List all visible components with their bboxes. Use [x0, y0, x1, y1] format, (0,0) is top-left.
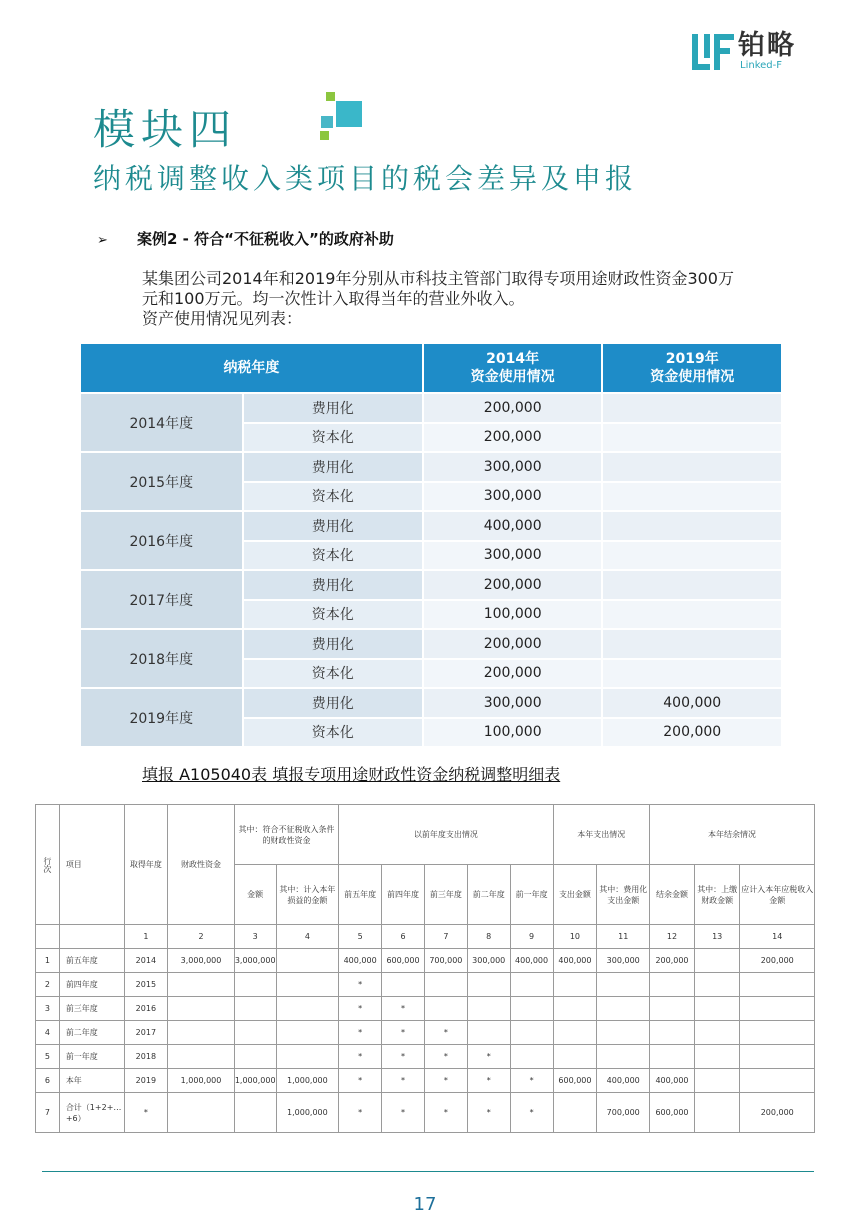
data-cell: * [467, 1093, 510, 1133]
data-cell [168, 997, 235, 1021]
header-row-no: 行次 [36, 805, 60, 925]
tax-year-cell: 2017年度 [80, 570, 243, 629]
row-number: 6 [36, 1069, 60, 1093]
data-cell: 2019 [124, 1069, 168, 1093]
data-cell: * [339, 1069, 382, 1093]
data-cell [276, 1021, 339, 1045]
data-cell [276, 997, 339, 1021]
value-2019-cell [602, 629, 782, 659]
table-row [36, 1069, 815, 1093]
row-item: 前二年度 [59, 1021, 124, 1045]
value-2014-cell: 200,000 [423, 393, 603, 423]
row-item: 前四年度 [59, 973, 124, 997]
data-cell [650, 997, 695, 1021]
column-number: 12 [650, 925, 695, 949]
value-2014-cell: 100,000 [423, 718, 603, 748]
column-number: 3 [234, 925, 276, 949]
value-2014-cell: 200,000 [423, 629, 603, 659]
table-row [36, 949, 815, 973]
module-title: 模块四 [93, 105, 238, 154]
data-cell [382, 973, 425, 997]
row-number: 3 [36, 997, 60, 1021]
usage-kind-cell: 资本化 [243, 482, 423, 512]
row-item: 前五年度 [59, 949, 124, 973]
column-number: 11 [597, 925, 650, 949]
data-cell [553, 997, 597, 1021]
data-cell: * [382, 1045, 425, 1069]
value-2014-cell: 300,000 [423, 688, 603, 718]
data-cell [694, 1045, 740, 1069]
table-row [80, 688, 782, 718]
table-row [36, 973, 815, 997]
row-item: 本年 [59, 1069, 124, 1093]
header-tax-year: 纳税年度 [80, 343, 423, 393]
tax-year-cell: 2015年度 [80, 452, 243, 511]
data-cell: * [382, 1093, 425, 1133]
value-2019-cell [602, 659, 782, 689]
usage-kind-cell: 费用化 [243, 452, 423, 482]
tax-year-cell: 2016年度 [80, 511, 243, 570]
usage-kind-cell: 资本化 [243, 600, 423, 630]
table-row [80, 629, 782, 659]
header-2014 [423, 343, 603, 393]
data-cell: * [124, 1093, 168, 1133]
header-taxable: 应计入本年应税收入金额 [740, 865, 815, 925]
header-balance: 本年结余情况 [650, 805, 815, 865]
usage-kind-cell: 费用化 [243, 688, 423, 718]
data-cell [234, 1093, 276, 1133]
data-cell: 1,000,000 [276, 1069, 339, 1093]
data-cell [553, 1093, 597, 1133]
table-row [36, 1093, 815, 1133]
data-cell: 400,000 [650, 1069, 695, 1093]
row-number: 7 [36, 1093, 60, 1133]
row-number: 4 [36, 1021, 60, 1045]
header-item: 项目 [59, 805, 124, 925]
data-cell [740, 1045, 815, 1069]
case-title: 案例2 - 符合“不征税收入”的政府补助 [137, 230, 394, 248]
intro-line: 资产使用情况见列表： [142, 309, 303, 328]
column-number: 8 [467, 925, 510, 949]
header-p1: 前一年度 [510, 865, 553, 925]
value-2014-cell: 300,000 [423, 452, 603, 482]
data-cell: * [382, 1069, 425, 1093]
data-cell [553, 1045, 597, 1069]
row-number: 1 [36, 949, 60, 973]
data-cell: 2015 [124, 973, 168, 997]
value-2014-cell: 400,000 [423, 511, 603, 541]
data-cell [740, 1021, 815, 1045]
data-cell: 1,000,000 [234, 1069, 276, 1093]
column-number: 1 [124, 925, 168, 949]
data-cell: 700,000 [424, 949, 467, 973]
column-number-row [36, 925, 815, 949]
value-2014-cell: 200,000 [423, 423, 603, 453]
value-2019-cell [602, 511, 782, 541]
data-cell: 600,000 [382, 949, 425, 973]
value-2019-cell [602, 570, 782, 600]
data-cell: * [510, 1069, 553, 1093]
data-cell [694, 1093, 740, 1133]
data-cell [276, 949, 339, 973]
table-row [80, 511, 782, 541]
row-number: 5 [36, 1045, 60, 1069]
row-item: 前三年度 [59, 997, 124, 1021]
data-cell [694, 1021, 740, 1045]
table-row [80, 570, 782, 600]
data-cell: 400,000 [339, 949, 382, 973]
usage-kind-cell: 费用化 [243, 570, 423, 600]
column-number: 7 [424, 925, 467, 949]
data-cell: 400,000 [597, 1069, 650, 1093]
column-number: 6 [382, 925, 425, 949]
logo-mark-icon [692, 34, 734, 70]
data-cell [168, 973, 235, 997]
data-cell: * [339, 973, 382, 997]
data-cell: 2016 [124, 997, 168, 1021]
data-cell [694, 997, 740, 1021]
header-spend: 支出金额 [553, 865, 597, 925]
value-2019-cell [602, 423, 782, 453]
data-cell: * [382, 997, 425, 1021]
value-2014-cell: 300,000 [423, 541, 603, 571]
deco-square-green [326, 92, 335, 101]
blank-cell [36, 925, 60, 949]
tax-year-cell: 2014年度 [80, 393, 243, 452]
row-item: 合计（1+2+…+6） [59, 1093, 124, 1133]
brand-logo [692, 30, 812, 74]
data-cell [694, 973, 740, 997]
column-number: 2 [168, 925, 235, 949]
data-cell: * [339, 1093, 382, 1133]
bullet-arrow-icon: ➢ [97, 233, 108, 248]
data-cell [650, 1045, 695, 1069]
data-cell [276, 973, 339, 997]
table-row [80, 393, 782, 423]
table-header-row [80, 343, 782, 393]
data-cell: 200,000 [740, 949, 815, 973]
blank-cell [59, 925, 124, 949]
data-cell: 2014 [124, 949, 168, 973]
data-cell: 700,000 [597, 1093, 650, 1133]
data-cell: 400,000 [553, 949, 597, 973]
header-current: 本年支出情况 [553, 805, 650, 865]
data-cell: * [467, 1069, 510, 1093]
data-cell [510, 1045, 553, 1069]
data-cell [694, 1069, 740, 1093]
column-number: 9 [510, 925, 553, 949]
data-cell [234, 973, 276, 997]
column-number: 14 [740, 925, 815, 949]
value-2019-cell [602, 541, 782, 571]
data-cell: * [339, 997, 382, 1021]
data-cell: 400,000 [510, 949, 553, 973]
value-2019-cell [602, 482, 782, 512]
usage-kind-cell: 资本化 [243, 718, 423, 748]
data-cell: * [339, 1021, 382, 1045]
header-nontax: 其中：符合不征税收入条件的财政性资金 [234, 805, 338, 865]
table-row [36, 1045, 815, 1069]
fund-usage-table [79, 342, 783, 748]
page-number: 17 [413, 1194, 437, 1215]
table-row [36, 1021, 815, 1045]
data-cell [234, 997, 276, 1021]
table-row [80, 452, 782, 482]
value-2014-cell: 200,000 [423, 570, 603, 600]
data-cell [510, 973, 553, 997]
row-number: 2 [36, 973, 60, 997]
value-2019-cell: 200,000 [602, 718, 782, 748]
usage-kind-cell: 资本化 [243, 659, 423, 689]
data-cell [553, 973, 597, 997]
data-cell [597, 997, 650, 1021]
data-cell: * [339, 1045, 382, 1069]
data-cell: * [510, 1093, 553, 1133]
data-cell: * [467, 1045, 510, 1069]
value-2019-cell: 400,000 [602, 688, 782, 718]
value-2019-cell [602, 452, 782, 482]
header-amount: 金额 [234, 865, 276, 925]
data-cell: 600,000 [650, 1093, 695, 1133]
data-cell [597, 1021, 650, 1045]
value-2014-cell: 200,000 [423, 659, 603, 689]
data-cell: 2017 [124, 1021, 168, 1045]
row-item: 前一年度 [59, 1045, 124, 1069]
usage-kind-cell: 费用化 [243, 511, 423, 541]
deco-square-teal-large [336, 101, 362, 127]
header-fiscal: 财政性资金 [168, 805, 235, 925]
header-p5: 前五年度 [339, 865, 382, 925]
data-cell [510, 1021, 553, 1045]
value-2014-cell: 300,000 [423, 482, 603, 512]
column-number: 4 [276, 925, 339, 949]
intro-line: 元和100万元。均一次性计入取得当年的营业外收入。 [142, 289, 525, 308]
data-cell: * [424, 1045, 467, 1069]
data-cell [168, 1021, 235, 1045]
data-cell: 300,000 [467, 949, 510, 973]
data-cell: 1,000,000 [276, 1093, 339, 1133]
column-number: 5 [339, 925, 382, 949]
header-2014-year: 2014年 [486, 351, 540, 367]
data-cell [467, 1021, 510, 1045]
data-cell [234, 1045, 276, 1069]
data-cell [740, 1069, 815, 1093]
intro-paragraph [142, 269, 792, 329]
table-row [36, 997, 815, 1021]
tax-year-cell: 2019年度 [80, 688, 243, 747]
data-cell: 200,000 [740, 1093, 815, 1133]
data-cell: 3,000,000 [168, 949, 235, 973]
data-cell [740, 973, 815, 997]
data-cell: 1,000,000 [168, 1069, 235, 1093]
value-2014-cell: 100,000 [423, 600, 603, 630]
case-heading [97, 229, 394, 251]
data-cell [424, 997, 467, 1021]
data-cell: 300,000 [597, 949, 650, 973]
data-cell: 3,000,000 [234, 949, 276, 973]
data-cell: * [424, 1093, 467, 1133]
data-cell [467, 973, 510, 997]
module-subtitle: 纳税调整收入类项目的税会差异及申报 [93, 162, 638, 195]
data-cell [168, 1093, 235, 1133]
header-2019-usage: 资金使用情况 [650, 369, 735, 385]
value-2019-cell [602, 600, 782, 630]
header-spend-exp: 其中：费用化支出金额 [597, 865, 650, 925]
header-2019 [602, 343, 782, 393]
data-cell: * [424, 1069, 467, 1093]
header-year: 取得年度 [124, 805, 168, 925]
header-p4: 前四年度 [382, 865, 425, 925]
header-remain: 结余金额 [650, 865, 695, 925]
data-cell: * [382, 1021, 425, 1045]
data-cell [740, 997, 815, 1021]
header-incl-pl: 其中：计入本年损益的金额 [276, 865, 339, 925]
data-cell [276, 1045, 339, 1069]
intro-line: 某集团公司2014年和2019年分别从市科技主管部门取得专项用途财政性资金300万 [142, 269, 734, 288]
data-cell [553, 1021, 597, 1045]
usage-kind-cell: 资本化 [243, 541, 423, 571]
data-cell [597, 973, 650, 997]
header-2014-usage: 资金使用情况 [470, 369, 555, 385]
data-cell [650, 973, 695, 997]
deco-square-teal-small [321, 116, 333, 128]
data-cell: 600,000 [553, 1069, 597, 1093]
header-remit: 其中：上缴财政金额 [694, 865, 740, 925]
data-cell [510, 997, 553, 1021]
header-2019-year: 2019年 [665, 351, 719, 367]
brand-sub: Linked-F [740, 60, 782, 71]
usage-kind-cell: 资本化 [243, 423, 423, 453]
data-cell [467, 997, 510, 1021]
header-prior: 以前年度支出情况 [339, 805, 553, 865]
form-caption: 填报 A105040表 填报专项用途财政性资金纳税调整明细表 [142, 765, 561, 784]
usage-kind-cell: 费用化 [243, 393, 423, 423]
tax-year-cell: 2018年度 [80, 629, 243, 688]
column-number: 13 [694, 925, 740, 949]
a105040-table [35, 804, 815, 1133]
column-number: 10 [553, 925, 597, 949]
data-cell [650, 1021, 695, 1045]
header-p3: 前三年度 [424, 865, 467, 925]
data-cell [234, 1021, 276, 1045]
value-2019-cell [602, 393, 782, 423]
deco-square-lime [320, 131, 329, 140]
data-cell: * [424, 1021, 467, 1045]
data-cell [168, 1045, 235, 1069]
footer-divider [42, 1171, 814, 1172]
data-cell: 200,000 [650, 949, 695, 973]
data-cell [694, 949, 740, 973]
usage-kind-cell: 费用化 [243, 629, 423, 659]
data-cell: 2018 [124, 1045, 168, 1069]
data-cell [424, 973, 467, 997]
header-p2: 前二年度 [467, 865, 510, 925]
brand-name: 铂略 [738, 30, 796, 61]
data-cell [597, 1045, 650, 1069]
